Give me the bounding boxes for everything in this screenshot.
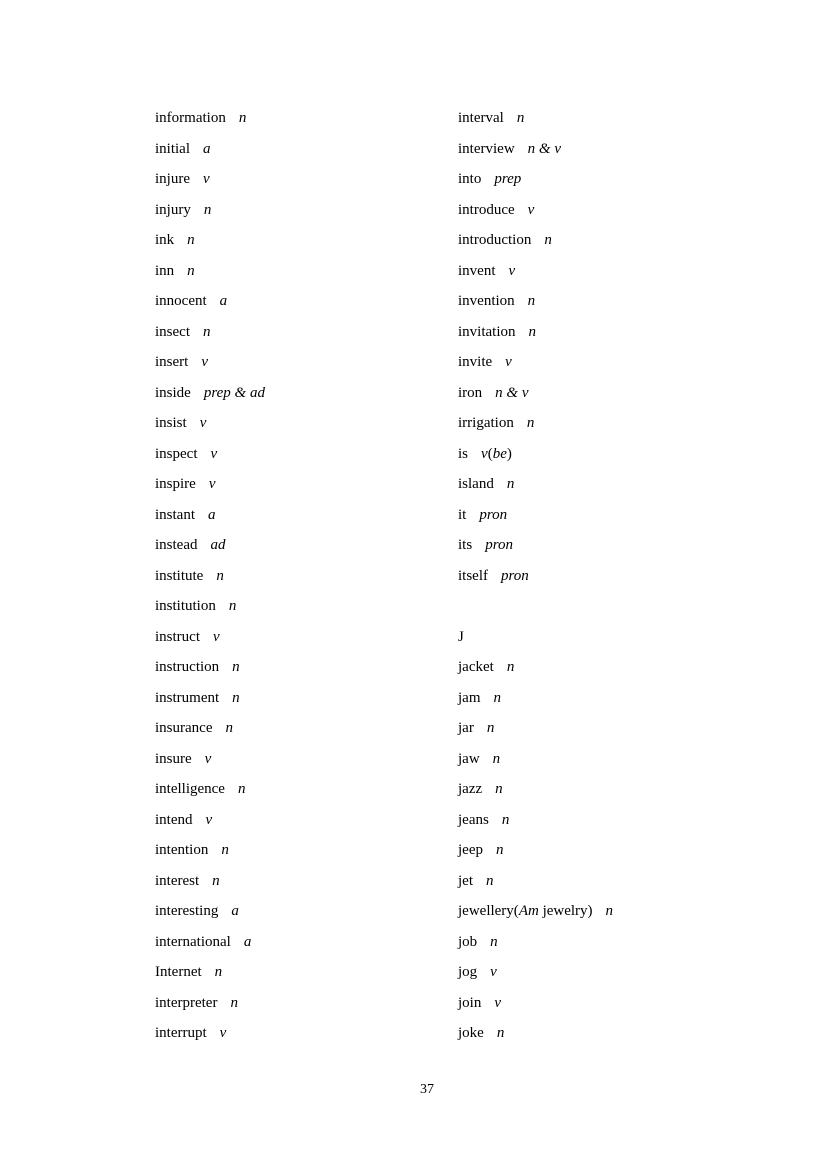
entry-word: inside <box>155 384 191 401</box>
word-entry <box>458 347 613 378</box>
word-entry <box>155 500 265 531</box>
entry-word: instead <box>155 537 198 554</box>
entry-word: instrument <box>155 689 220 706</box>
entry-pos: n <box>516 110 525 126</box>
entry-word: into <box>458 171 482 188</box>
word-entry <box>155 195 265 226</box>
entry-word: invitation <box>458 323 516 340</box>
word-entry <box>155 530 265 561</box>
entry-word: irrigation <box>458 415 514 432</box>
word-entry <box>458 134 613 165</box>
entry-pos <box>481 446 512 462</box>
entry-word: interview <box>458 140 515 157</box>
entry-word: inspect <box>155 445 198 462</box>
entry-pos: v <box>213 628 220 645</box>
word-entry <box>458 713 613 744</box>
entry-word: interrupt <box>155 1025 207 1042</box>
entry-word: intend <box>155 811 193 828</box>
entry-pos: a <box>208 506 216 523</box>
entry-pos: n <box>225 720 233 737</box>
word-entry <box>155 378 265 409</box>
word-entry <box>155 622 265 653</box>
entry-pos: n <box>528 323 536 340</box>
entry-word: instruct <box>155 628 200 645</box>
word-list-column-right <box>458 103 613 1049</box>
entry-word: introduce <box>458 201 515 218</box>
word-entry <box>155 103 265 134</box>
entry-pos: n <box>214 964 223 981</box>
word-entry <box>155 957 265 988</box>
entry-pos: n <box>212 872 220 889</box>
entry-pos: v <box>219 1025 227 1042</box>
word-entry <box>155 347 265 378</box>
entry-word: instruction <box>155 659 220 676</box>
entry-pos: n <box>221 842 229 859</box>
word-entry <box>458 683 613 714</box>
text-segment: ) <box>506 445 512 462</box>
word-entry <box>155 286 265 317</box>
word-entry <box>155 134 265 165</box>
entry-pos: v <box>494 994 502 1011</box>
entry-word: insurance <box>155 720 213 737</box>
entry-word: interpreter <box>155 994 218 1011</box>
word-entry <box>458 225 613 256</box>
entry-word: jaw <box>458 750 480 767</box>
word-entry <box>155 805 265 836</box>
entry-word: insure <box>155 750 192 767</box>
entry-word: injure <box>155 171 190 188</box>
text-segment: be <box>492 445 507 462</box>
word-entry <box>458 1018 613 1049</box>
entry-word: jazz <box>458 781 483 798</box>
word-entry <box>155 835 265 866</box>
entry-pos: n <box>501 811 510 828</box>
word-entry <box>458 286 613 317</box>
entry-word: joke <box>458 1025 484 1042</box>
entry-word: insert <box>155 354 189 371</box>
word-entry <box>458 744 613 775</box>
word-entry <box>458 835 613 866</box>
word-entry <box>155 774 265 805</box>
entry-pos: n <box>187 262 195 279</box>
entry-pos: n <box>187 232 195 249</box>
entry-pos: n <box>232 689 240 706</box>
entry-pos: prep <box>494 171 522 188</box>
entry-pos: a <box>219 293 228 310</box>
entry-pos: n <box>232 659 240 676</box>
entry-word: interest <box>155 872 200 889</box>
entry-word: injury <box>155 201 191 218</box>
entry-pos: n <box>495 842 504 859</box>
word-entry <box>155 866 265 897</box>
word-entry <box>458 103 613 134</box>
entry-pos: n <box>527 293 536 310</box>
entry-word: island <box>458 476 494 493</box>
entry-pos: v <box>205 811 213 828</box>
entry-word: itself <box>458 567 488 584</box>
entry-pos: n <box>228 598 237 615</box>
entry-word: international <box>155 933 231 950</box>
entry-pos: n & v <box>495 384 529 401</box>
word-entry <box>458 988 613 1019</box>
text-segment: jewelry) <box>538 903 593 920</box>
entry-pos: v <box>199 415 207 432</box>
entry-word: jacket <box>458 659 494 676</box>
word-entry <box>458 164 613 195</box>
entry-word: inspire <box>155 476 196 493</box>
entry-word: jam <box>458 689 481 706</box>
word-entry <box>155 469 265 500</box>
entry-word: intention <box>155 842 209 859</box>
word-entry <box>458 561 613 592</box>
entry-pos: n <box>238 110 247 126</box>
entry-word: institution <box>155 598 216 615</box>
word-entry <box>155 225 265 256</box>
word-entry <box>155 164 265 195</box>
word-entry <box>155 317 265 348</box>
word-entry <box>155 896 265 927</box>
entry-word <box>458 903 593 919</box>
text-segment: Am <box>518 903 539 920</box>
word-entry <box>155 988 265 1019</box>
word-entry <box>155 652 265 683</box>
entry-pos: pron <box>479 506 508 523</box>
word-entry <box>458 195 613 226</box>
entry-word: insist <box>155 415 187 432</box>
entry-pos: n <box>526 415 535 432</box>
word-entry <box>458 866 613 897</box>
word-list-column-left <box>155 103 265 1049</box>
entry-word: join <box>458 994 482 1011</box>
entry-pos: n <box>203 201 212 218</box>
entry-word: information <box>155 110 226 126</box>
word-entry <box>155 1018 265 1049</box>
entry-pos: v <box>208 476 216 493</box>
entry-word: invent <box>458 262 496 279</box>
entry-word: jar <box>458 720 474 737</box>
entry-word: it <box>458 506 467 523</box>
entry-pos: a <box>203 140 211 157</box>
entry-pos: n <box>544 232 552 249</box>
entry-word: interesting <box>155 903 219 920</box>
entry-word: job <box>458 933 478 950</box>
entry-word: jeep <box>458 842 483 859</box>
entry-pos: a <box>243 933 252 950</box>
text-segment: jewellery( <box>458 903 519 920</box>
entry-word: institute <box>155 567 204 584</box>
word-entry <box>458 408 613 439</box>
entry-word: invite <box>458 354 493 371</box>
word-entry <box>155 927 265 958</box>
entry-pos: n <box>237 781 246 798</box>
entry-word: jog <box>458 964 478 981</box>
entry-word: insect <box>155 323 190 340</box>
word-entry <box>458 805 613 836</box>
entry-word: interval <box>458 110 504 126</box>
entry-pos: v <box>203 171 210 188</box>
word-entry <box>458 652 613 683</box>
word-entry <box>458 378 613 409</box>
word-entry <box>155 713 265 744</box>
entry-word: initial <box>155 140 190 157</box>
entry-word: jet <box>458 872 473 889</box>
word-entry <box>458 957 613 988</box>
word-entry <box>458 530 613 561</box>
word-entry <box>458 896 613 927</box>
entry-pos: v <box>508 262 516 279</box>
word-entry <box>155 408 265 439</box>
text-segment: ( <box>487 445 493 462</box>
word-entry <box>155 256 265 287</box>
entry-pos: n <box>495 781 503 798</box>
blank-row <box>458 591 613 622</box>
word-entry <box>458 317 613 348</box>
entry-word: is <box>458 445 469 462</box>
entry-word: Internet <box>155 964 202 981</box>
entry-pos: n <box>493 689 501 706</box>
entry-pos: n <box>490 933 498 950</box>
entry-pos: v <box>210 445 218 462</box>
word-entry <box>155 439 265 470</box>
entry-word: its <box>458 537 473 554</box>
entry-word: introduction <box>458 232 532 249</box>
entry-pos: v <box>505 354 512 371</box>
word-entry <box>458 439 613 470</box>
word-entry <box>458 469 613 500</box>
word-entry <box>458 927 613 958</box>
entry-pos: n <box>486 872 494 889</box>
entry-pos: n <box>605 903 614 920</box>
entry-pos: v <box>201 354 208 371</box>
entry-pos: v <box>204 750 212 767</box>
entry-pos: n & v <box>527 140 561 157</box>
page-number: 37 <box>420 1082 434 1097</box>
entry-pos: a <box>231 903 239 920</box>
entry-pos: n <box>216 567 224 584</box>
word-entry <box>155 591 265 622</box>
word-entry <box>458 774 613 805</box>
entry-word: invention <box>458 293 515 310</box>
word-entry <box>155 561 265 592</box>
entry-word: inn <box>155 262 175 279</box>
section-letter: J <box>458 628 464 645</box>
word-entry <box>155 683 265 714</box>
entry-pos: prep & ad <box>203 384 265 401</box>
entry-pos: pron <box>501 567 529 584</box>
entry-pos: n <box>496 1025 505 1042</box>
entry-word: instant <box>155 506 195 523</box>
entry-word: iron <box>458 384 483 401</box>
section-header-row <box>458 622 613 653</box>
entry-pos: n <box>506 659 515 676</box>
entry-word: ink <box>155 232 175 249</box>
text-segment: v <box>481 445 488 462</box>
word-entry <box>458 500 613 531</box>
entry-pos: pron <box>485 537 513 554</box>
entry-pos: n <box>492 750 501 767</box>
entry-pos: v <box>527 201 535 218</box>
entry-pos: v <box>490 964 497 981</box>
entry-word: intelligence <box>155 781 225 798</box>
word-entry <box>155 744 265 775</box>
entry-pos: n <box>506 476 515 493</box>
entry-word: jeans <box>458 811 489 828</box>
entry-pos: n <box>203 323 211 340</box>
entry-pos: n <box>230 994 238 1011</box>
entry-pos: n <box>486 720 495 737</box>
entry-pos: ad <box>210 537 226 554</box>
word-entry <box>458 256 613 287</box>
entry-word: innocent <box>155 293 207 310</box>
